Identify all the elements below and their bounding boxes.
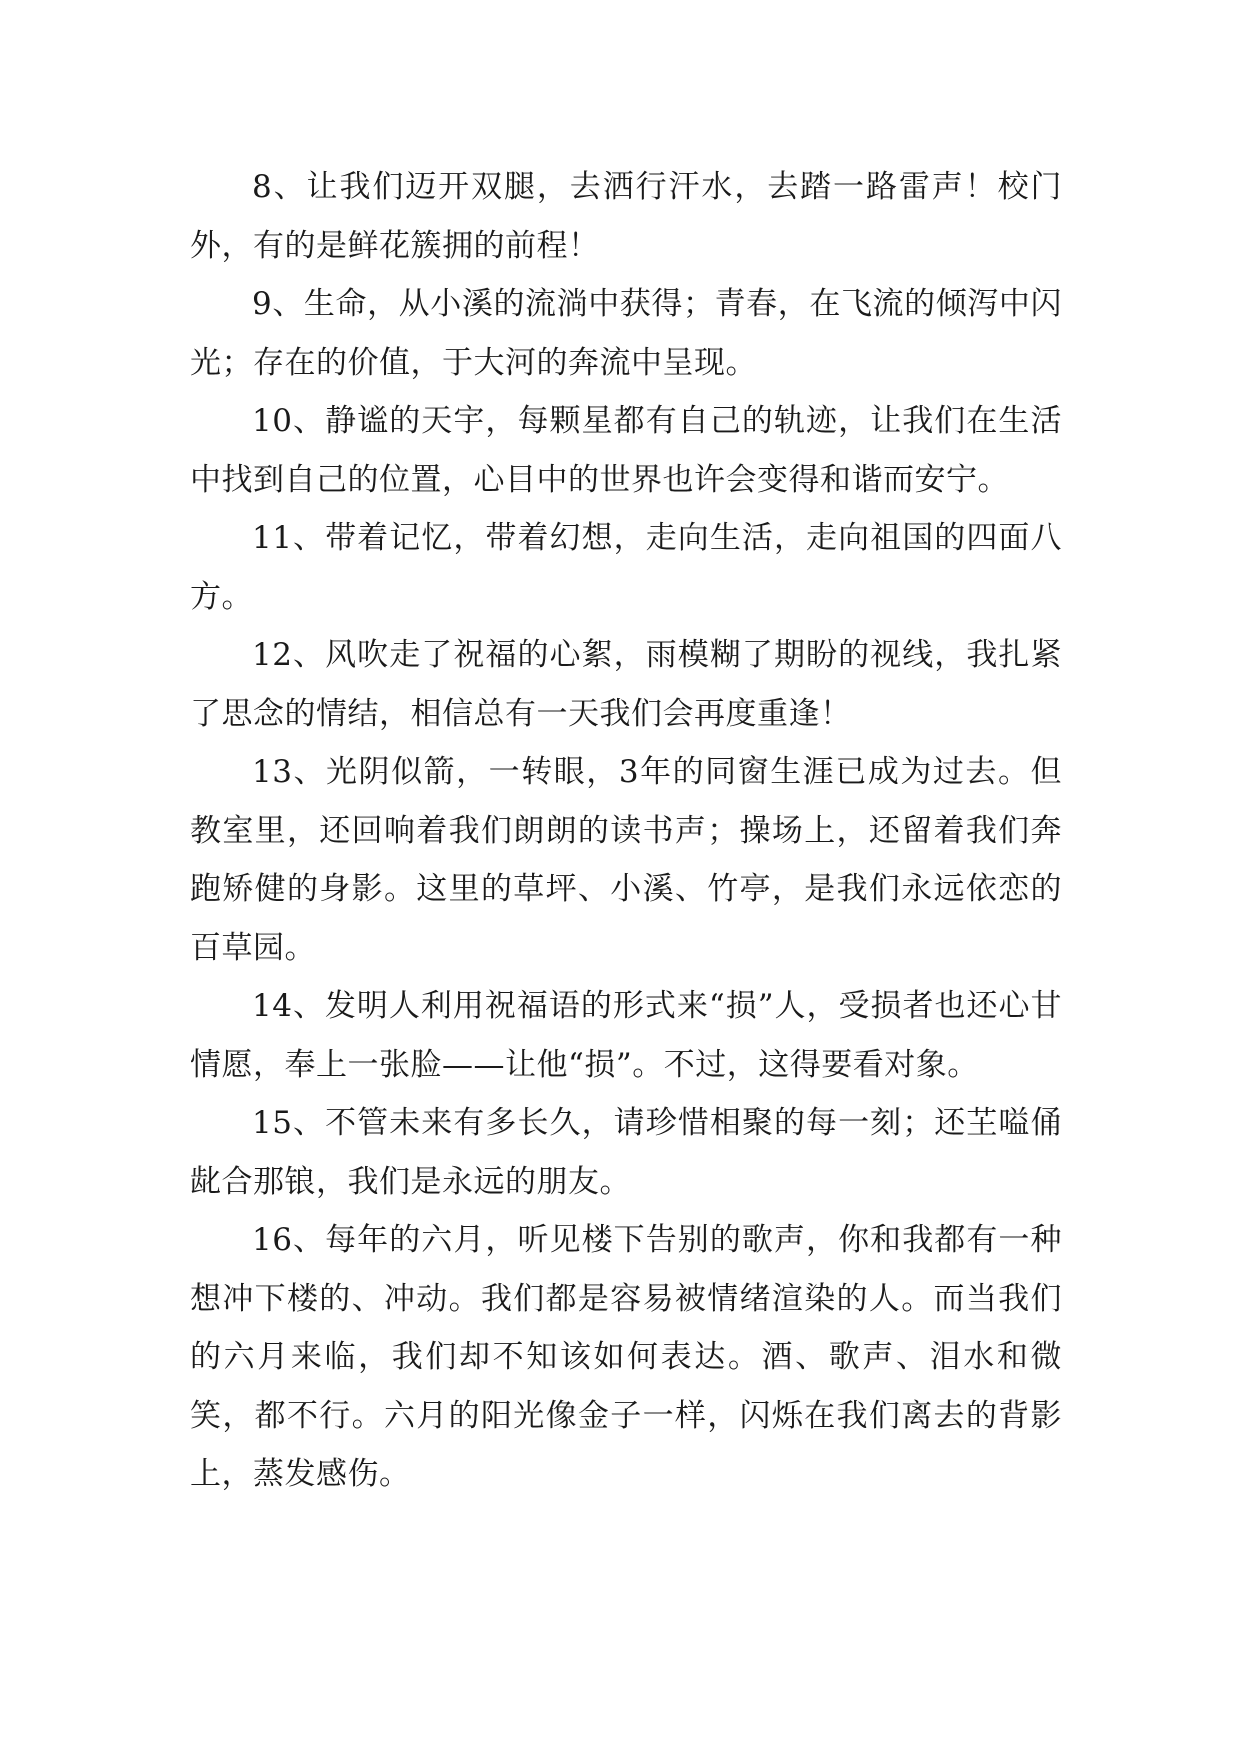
paragraph-10: 10、静谧的天宇，每颗星都有自己的轨迹，让我们在生活中找到自己的位置，心目中的世界也许会变得和谐而安宁。 — [190, 403, 1062, 498]
paragraph-9: 9、生命，从小溪的流淌中获得；青春，在飞流的倾泻中闪光；存在的价值，于大河的奔流中呈现。 — [190, 286, 1062, 381]
paragraph-15: 15、不管未来有多长久，请珍惜相聚的每一刻；还芏嗌俑龀合那锒，我们是永远的朋友。 — [190, 1105, 1062, 1200]
paragraph-8: 8、让我们迈开双腿，去洒行汗水，去踏一路雷声！校门外，有的是鲜花簇拥的前程！ — [190, 169, 1062, 264]
paragraph-14: 14、发明人利用祝福语的形式来“损”人，受损者也还心甘情愿，奉上一张脸——让他“损”。不过，这得要看对象。 — [190, 988, 1062, 1083]
paragraph-12: 12、风吹走了祝福的心絮，雨模糊了期盼的视线，我扎紧了思念的情结，相信总有一天我们会再度重逢！ — [190, 637, 1062, 732]
document-body — [190, 158, 1062, 1504]
paragraph-13: 13、光阴似箭，一转眼，3年的同窗生涯已成为过去。但教室里，还回响着我们朗朗的读书声；操场上，还留着我们奔跑矫健的身影。这里的草坪、小溪、竹亭，是我们永远依恋的百草园。 — [190, 754, 1062, 966]
paragraph-16: 16、每年的六月，听见楼下告别的歌声，你和我都有一种想冲下楼的、冲动。我们都是容易被情绪渲染的人。而当我们的六月来临，我们却不知该如何表达。酒、歌声、泪水和微笑，都不行。六月的阳光像金子一样，闪烁在我们离去的背影上，蒸发感伤。 — [190, 1222, 1062, 1492]
paragraph-11: 11、带着记忆，带着幻想，走向生活，走向祖国的四面八方。 — [190, 520, 1062, 615]
